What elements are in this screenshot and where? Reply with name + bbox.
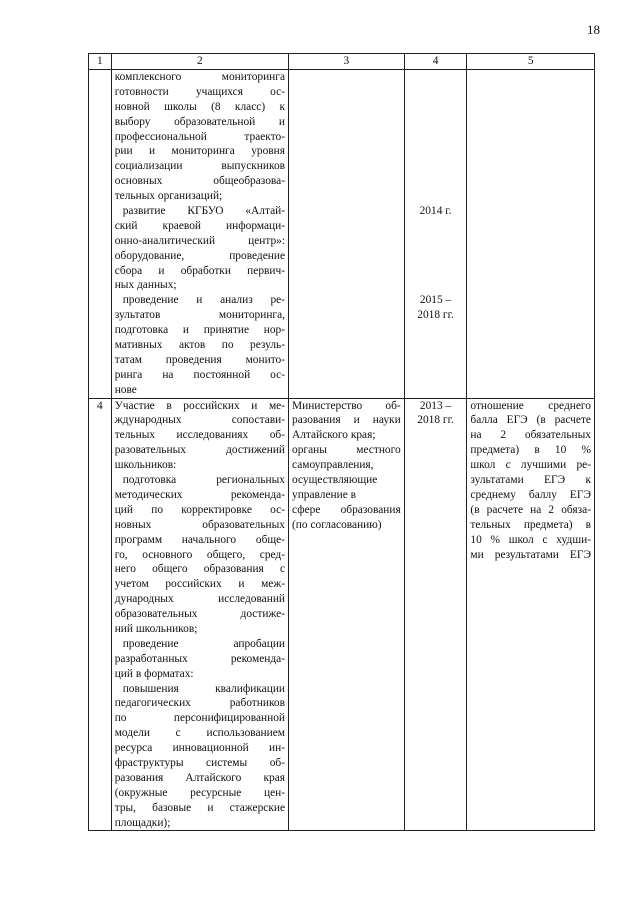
deadline-date: 2018 гг. xyxy=(417,309,454,322)
text-line: ций в форматах: xyxy=(114,667,194,680)
row-number-cell xyxy=(89,70,112,399)
text-line: мативных актов по резуль- xyxy=(114,339,286,352)
executor-cell xyxy=(289,70,405,399)
text-line: балла ЕГЭ (в расчете xyxy=(470,414,591,427)
text-line: ждународных сопостави- xyxy=(114,414,286,427)
text-line: разования Алтайского края xyxy=(114,771,286,784)
text-line: ский краевой информаци- xyxy=(114,219,286,232)
indicator-cell xyxy=(467,398,595,831)
text-line: отношение среднего xyxy=(470,399,591,412)
text-line: развитие КГБУО «Алтай- xyxy=(122,205,286,218)
deadline-cell xyxy=(404,398,467,831)
text-line: сфере образования xyxy=(292,503,401,516)
header-col-4: 4 xyxy=(404,54,467,70)
text-line: образовательных достиже- xyxy=(114,608,286,621)
text-line: сбора и обработки первич- xyxy=(114,264,286,277)
row-number-cell: 4 xyxy=(89,398,112,831)
text-line: управление в xyxy=(292,488,356,501)
text-line: выбору образовательной и xyxy=(114,115,286,128)
text-line: ных данных; xyxy=(114,279,177,292)
text-line: новных образовательных xyxy=(114,518,286,531)
text-line: Алтайского края; xyxy=(292,429,376,442)
table-row-continued xyxy=(89,70,595,399)
text-line: зультатами ЕГЭ к xyxy=(470,474,591,487)
text-line: него общего образования с xyxy=(114,563,286,576)
deadline-date: 2014 г. xyxy=(419,205,452,218)
text-line: дународных исследований xyxy=(114,593,286,606)
activity-cell xyxy=(111,70,288,399)
text-line: ми результатами ЕГЭ xyxy=(470,548,591,561)
plan-table xyxy=(88,53,595,831)
text-line: предмета) в 10 % xyxy=(470,444,591,457)
text-line: разовательных достижений xyxy=(114,444,286,457)
text-line: проведение апробации xyxy=(122,637,286,650)
text-line: по персонифицированной xyxy=(114,712,286,725)
text-line: основных общеобразова- xyxy=(114,175,286,188)
text-line: модели с использованием xyxy=(114,727,286,740)
text-line: оборудование, проведение xyxy=(114,249,286,262)
text-line: фраструктуры системы об- xyxy=(114,756,286,769)
header-col-5: 5 xyxy=(467,54,595,70)
text-line: разования и науки xyxy=(292,414,401,427)
header-col-3: 3 xyxy=(289,54,405,70)
text-line: тельных исследованиях об- xyxy=(114,429,286,442)
text-line: разработанных рекоменда- xyxy=(114,652,286,665)
text-line: новной школы (8 класс) к xyxy=(114,100,286,113)
text-line: тельных предмета) в xyxy=(470,518,591,531)
text-line: повышения квалификации xyxy=(122,682,286,695)
text-line: комплексного мониторинга xyxy=(114,71,286,83)
text-line: проведение и анализ ре- xyxy=(122,294,286,307)
text-line: тельных организаций; xyxy=(114,190,223,203)
activity-cell xyxy=(111,398,288,831)
text-line: учетом российских и меж- xyxy=(114,578,286,591)
text-line: осуществляющие xyxy=(292,474,378,487)
deadline-cell xyxy=(404,70,467,399)
deadline-date: 2018 гг. xyxy=(417,414,454,427)
text-line: школ с лучшими ре- xyxy=(470,459,591,472)
text-line: (в расчете на 2 обяза- xyxy=(470,503,591,516)
page-number: 18 xyxy=(587,22,600,37)
text-line: ресурса инновационной ин- xyxy=(114,742,286,755)
deadline-date: 2013 – xyxy=(419,399,452,412)
header-row xyxy=(89,54,595,70)
table-row-4 xyxy=(89,398,595,831)
indicator-cell xyxy=(467,70,595,399)
text-line: методических рекоменда- xyxy=(114,488,286,501)
text-line: нове xyxy=(114,383,137,396)
text-line: педагогических работников xyxy=(114,697,286,710)
text-line: на 2 обязательных xyxy=(470,429,591,442)
text-line: ний школьников; xyxy=(114,622,198,635)
text-line: ринга на постоянной ос- xyxy=(114,368,286,381)
text-line: ций по корректировке ос- xyxy=(114,503,286,516)
text-line: Министерство об- xyxy=(292,399,401,412)
text-line: зультатов мониторинга, xyxy=(114,309,286,322)
header-col-2: 2 xyxy=(111,54,288,70)
text-line: го, основного общего, сред- xyxy=(114,548,286,561)
text-line: рии и мониторинга уровня xyxy=(114,145,286,158)
text-line: (окружные ресурсные цен- xyxy=(114,786,286,799)
text-line: профессиональной траекто- xyxy=(114,130,286,143)
text-line: готовности учащихся ос- xyxy=(114,85,286,98)
text-line: школьников: xyxy=(114,459,177,472)
text-line: тры, базовые и стажерские xyxy=(114,801,286,814)
header-col-1: 1 xyxy=(89,54,112,70)
text-line: 10 % школ с худши- xyxy=(470,533,591,546)
text-line: Участие в российских и ме- xyxy=(114,399,286,412)
text-line: татам проведения монито- xyxy=(114,353,286,366)
text-line: программ начального обще- xyxy=(114,533,286,546)
deadline-date: 2015 – xyxy=(419,294,452,307)
text-line: самоуправления, xyxy=(292,459,374,472)
executor-cell xyxy=(289,398,405,831)
text-line: органы местного xyxy=(292,444,401,457)
text-line: подготовка и принятие нор- xyxy=(114,324,286,337)
text-line: среднему баллу ЕГЭ xyxy=(470,488,591,501)
text-line: социализации выпускников xyxy=(114,160,286,173)
text-line: площадки); xyxy=(114,816,171,829)
text-line: онно-аналитический центр»: xyxy=(114,234,286,247)
text-line: подготовка региональных xyxy=(122,474,286,487)
text-line: (по согласованию) xyxy=(292,518,382,531)
